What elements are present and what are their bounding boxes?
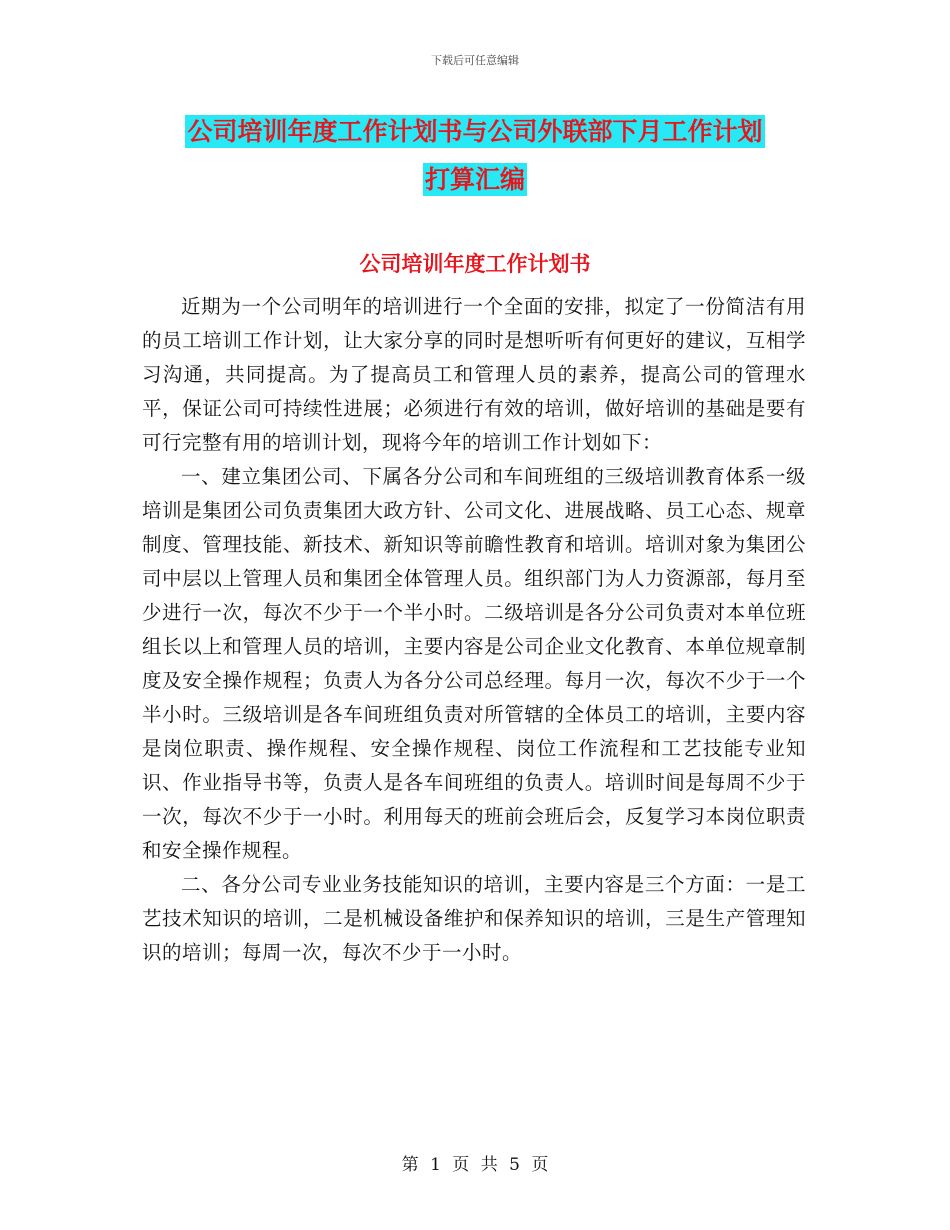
document-body bbox=[142, 290, 806, 970]
page-header-note: 下载后可任意编辑 bbox=[431, 54, 519, 67]
document-title bbox=[0, 108, 950, 204]
body-paragraph-2: 一、建立集团公司、下属各分公司和车间班组的三级培训教育体系一级培训是集团公司负责集团大政方针、公司文化、进展战略、员工心态、规章制度、管理技能、新技术、新知识等前瞻性教育和培训。培训对象为集团公司中层以上管理人员和集团全体管理人员。组织部门为人力资源部，每月至少进行一次，每次不少于一个半小时。二级培训是各分公司负责对本单位班组长以上和管理人员的培训，主要内容是公司企业文化教育、本单位规章制度及安全操作规程；负责人为各分公司总经理。每月一次，每次不少于一个半小时。三级培训是各车间班组负责对所管辖的全体员工的培训，主要内容是岗位职责、操作规程、安全操作规程、岗位工作流程和工艺技能专业知识、作业指导书等，负责人是各车间班组的负责人。培训时间是每周不少于一次，每次不少于一小时。利用每天的班前会班后会，反复学习本岗位职责和安全操作规程。 bbox=[142, 465, 806, 862]
page-number: 第 1 页 共 5 页 bbox=[401, 1155, 549, 1175]
section-title: 公司培训年度工作计划书 bbox=[359, 252, 591, 276]
document-title-line-2: 打算汇编 bbox=[424, 165, 525, 194]
body-paragraph-3: 二、各分公司专业业务技能知识的培训，主要内容是三个方面：一是工艺技术知识的培训，二是机械设备维护和保养知识的培训，三是生产管理知识的培训；每周一次，每次不少于一小时。 bbox=[142, 873, 806, 964]
body-paragraph-1: 近期为一个公司明年的培训进行一个全面的安排，拟定了一份简洁有用的员工培训工作计划，让大家分享的同时是想听听有何更好的建议，互相学习沟通，共同提高。为了提高员工和管理人员的素养，提高公司的管理水平，保证公司可持续性进展；必须进行有效的培训，做好培训的基础是要有可行完整有用的培训计划，现将今年的培训工作计划如下： bbox=[142, 295, 806, 454]
document-title-line-1: 公司培训年度工作计划书与公司外联部下月工作计划 bbox=[187, 117, 763, 146]
